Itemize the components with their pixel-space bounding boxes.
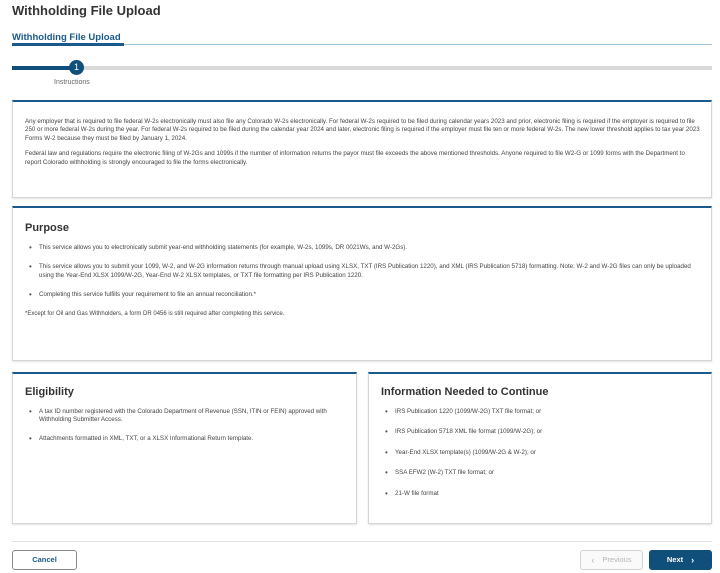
chevron-right-icon: › — [691, 555, 695, 565]
list-item: • SSA EFW2 (W-2) TXT file format; or — [381, 469, 701, 477]
info-needed-list — [381, 408, 701, 498]
next-button[interactable] — [649, 550, 712, 570]
stepper-track — [12, 66, 712, 70]
list-item: • Attachments formatted in XML, TXT, or a XLSX Informational Return template. — [25, 435, 346, 443]
next-button-label: Next — [666, 555, 684, 564]
list-item: • 21-W file format — [381, 490, 701, 498]
purpose-footnote: *Except for Oil and Gas Withholders, a form DR 0456 is still required after completing this service. — [25, 310, 285, 317]
intro-paragraph-2: Federal law and regulations require the electronic filing of W-2Gs and 1099s if the number of information returns the payor must file exceeds the above mentioned thresholds. Anyone required to file W2-G or 1099 forms with the Department to report Colorado withholding is strongly encouraged to file the forms electronically. — [25, 150, 685, 166]
list-item: • IRS Publication 5718 XML file format (1099/W-2G); or — [381, 428, 701, 436]
page-title: Withholding File Upload — [12, 3, 161, 18]
list-item: • A tax ID number registered with the Colorado Department of Revenue (SSN, ITIN or FEIN) approved with Withholding Submitter Access. — [25, 408, 346, 425]
purpose-heading: Purpose — [25, 222, 70, 234]
eligibility-heading: Eligibility — [25, 386, 74, 398]
intro-card — [12, 100, 712, 198]
eligibility-card — [12, 372, 357, 524]
eligibility-list — [25, 408, 346, 443]
chevron-left-icon: ‹ — [591, 555, 595, 565]
purpose-card — [12, 206, 712, 361]
list-item: • This service allows you to electronically submit year-end withholding statements (for example, W-2s, 1099s, DR 0021Ws, and W-2Gs). — [25, 244, 699, 252]
footer-divider — [12, 541, 712, 542]
tab-active-indicator — [12, 43, 124, 46]
tab-strip — [12, 32, 712, 46]
list-item: • Completing this service fulfills your requirement to file an annual reconciliation.* — [25, 291, 699, 299]
cancel-button[interactable] — [12, 550, 77, 570]
list-item: • Year-End XLSX template(s) (1099/W-2G & W-2); or — [381, 449, 701, 457]
progress-stepper — [12, 60, 712, 90]
list-item: • IRS Publication 1220 (1099/W-2G) TXT file format; or — [381, 408, 701, 416]
list-item: • This service allows you to submit your 1099, W-2, and W-2G information returns through manual upload using XLSX, TXT (IRS Publication 1220), and XML (IRS Publication 5718) formatting. Note: W-2 and W-2G files can only be uploaded using the Year-End XLSX 1099/W-2G, Year-End W-2 XLSX templates, or TXT file formatting per IRS Publication 1220. — [25, 263, 699, 280]
previous-button[interactable] — [580, 550, 643, 570]
stepper-step-label: Instructions — [54, 79, 90, 86]
info-needed-card — [368, 372, 712, 524]
previous-button-label: Previous — [602, 555, 632, 564]
info-needed-heading: Information Needed to Continue — [381, 386, 549, 398]
cancel-button-label: Cancel — [32, 555, 57, 564]
tab-withholding-file-upload[interactable]: Withholding File Upload — [12, 32, 121, 43]
intro-paragraph-1: Any employer that is required to file federal W-2s electronically must also file any Colorado W-2s electronically. For federal W-2s required to be filed during calendar years 2023 and prior, electronic filing is required if the employer is required to file 250 or more federal W-2s during the year. For federal W-2s required to be filed during the calendar year 2024 and later, electronic filing is required if the employer must file ten or more federal W-2s. The new lower threshold applies to tax year 2023 Forms W-2 because they must be filed by January 1, 2024. — [25, 118, 700, 142]
purpose-list — [25, 244, 699, 300]
stepper-step-current[interactable]: 1 — [69, 60, 84, 75]
stepper-progress — [12, 66, 76, 70]
